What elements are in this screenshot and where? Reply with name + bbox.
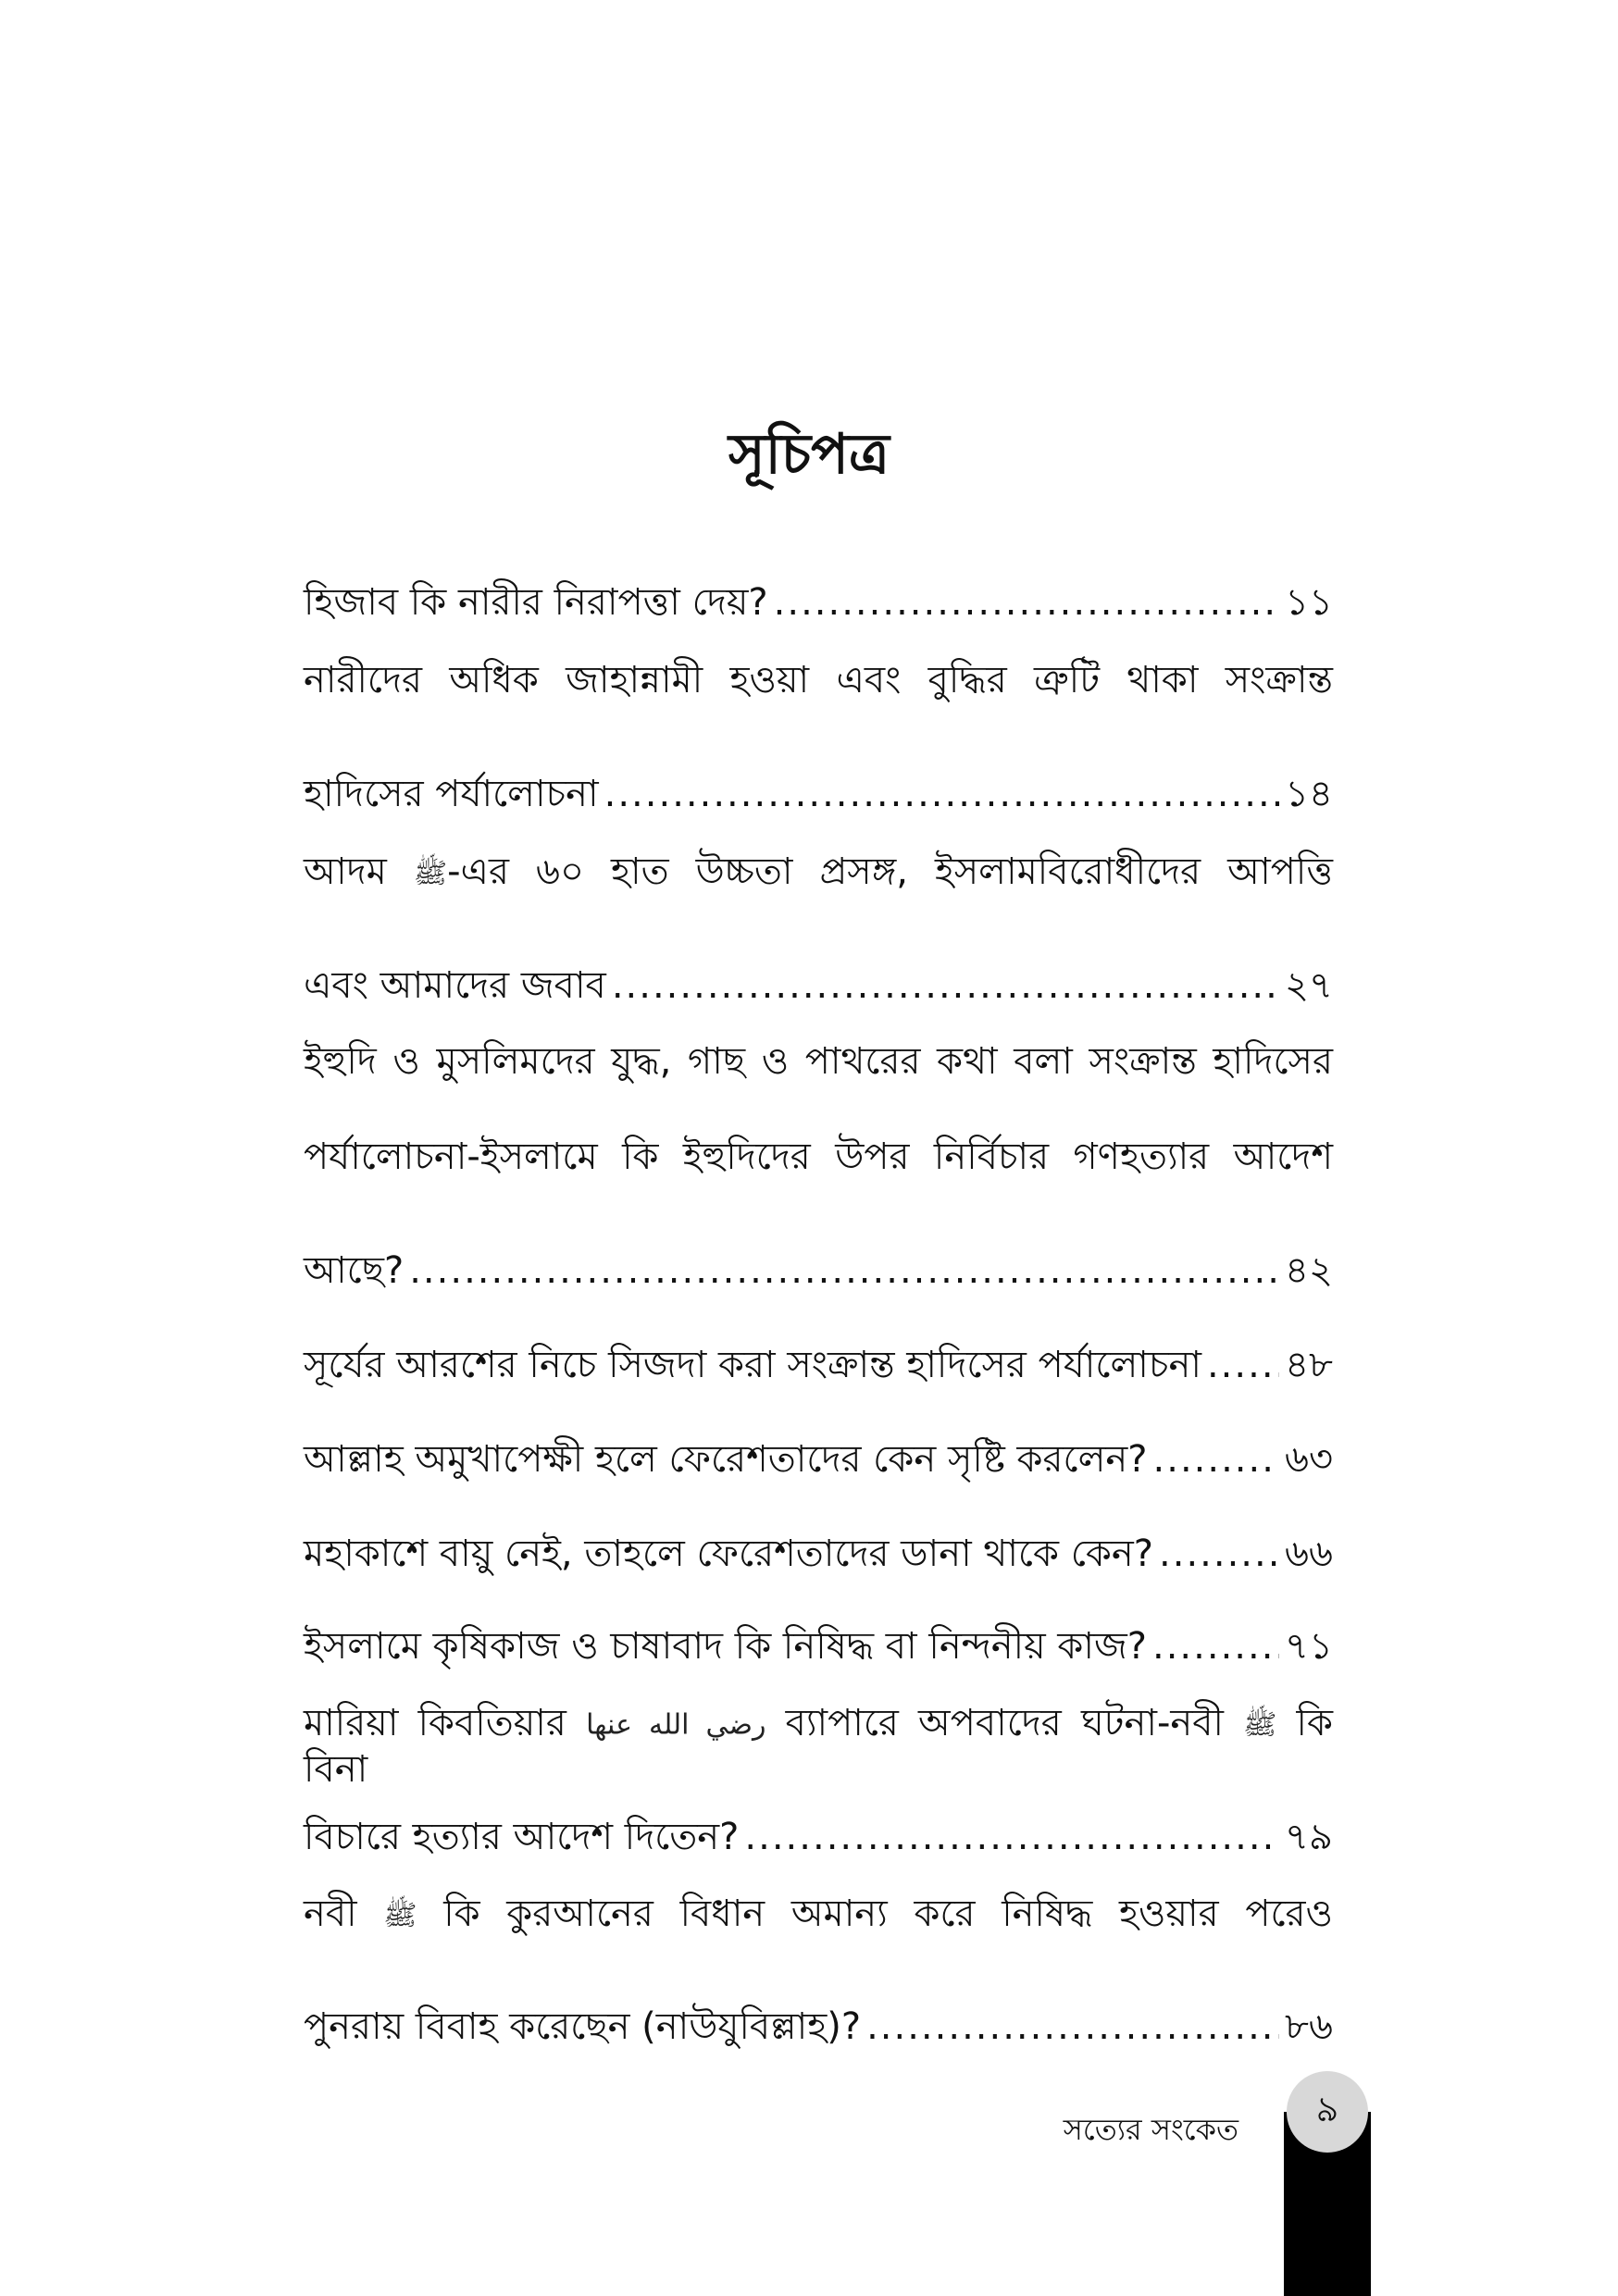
toc-entry-title: পর্যালোচনা-ইসলামে কি ইহুদিদের উপর নির্বিচার গণহত্যার আদেশ: [304, 1136, 1333, 1178]
running-footer-book-title: সত্যের সংকেত: [1063, 2112, 1238, 2147]
toc-entry-page: ৮৬: [1285, 2005, 1333, 2048]
toc-entry-title: এবং আমাদের জবাব: [304, 964, 606, 1007]
toc-entry-continued[interactable]: [304, 752, 1333, 817]
toc-entry[interactable]: [304, 1700, 1333, 1791]
toc-entry-title: আল্লাহ অমুখাপেক্ষী হলে ফেরেশতাদের কেন সৃষ্টি করলেন?: [304, 1438, 1148, 1481]
toc-entry-title: ইসলামে কৃষিকাজ ও চাষাবাদ কি নিষিদ্ধ বা নিন্দনীয় কাজ?: [304, 1625, 1147, 1668]
toc-entry[interactable]: [304, 1512, 1333, 1577]
toc-entry-continued[interactable]: [304, 1134, 1333, 1198]
toc-entry-page: ৬৬: [1284, 1533, 1333, 1575]
honorific-symbol: ﷺ: [383, 1899, 417, 1932]
toc-entry[interactable]: [304, 1891, 1333, 1955]
toc-entry[interactable]: [304, 849, 1333, 913]
toc-entry-title: হিজাব কি নারীর নিরাপত্তা দেয়?: [304, 581, 768, 624]
toc-entry-continued[interactable]: [304, 944, 1333, 1009]
toc-entry-title: ইহুদি ও মুসলিমদের যুদ্ধ, গাছ ও পাথরের কথা বলা সংক্রান্ত হাদিসের: [304, 1040, 1333, 1083]
honorific-symbol: ﷺ: [1243, 1708, 1277, 1742]
honorific-symbol: ﷺ: [413, 857, 448, 890]
dot-leader: [1153, 1436, 1279, 1483]
dot-leader: [604, 771, 1279, 817]
toc-entry[interactable]: [304, 1323, 1333, 1388]
toc-entry[interactable]: [304, 1418, 1333, 1483]
toc-entry-title: সূর্যের আরশের নিচে সিজদা করা সংক্রান্ত হাদিসের পর্যালোচনা: [304, 1344, 1201, 1386]
dot-leader: [409, 1247, 1279, 1294]
toc-entry-page: ৪২: [1285, 1249, 1333, 1292]
dot-leader: [1207, 1342, 1279, 1388]
dot-leader: [866, 2004, 1279, 2050]
toc-entry[interactable]: [304, 1038, 1333, 1103]
toc-entry-title: হাদিসের পর্যালোচনা: [304, 773, 599, 815]
toc-entry-title: মারিয়া কিবতিয়ার رضي الله عنها ব্যাপারে অপবাদের ঘটনা-নবী ﷺ কি বিনা: [304, 1702, 1333, 1791]
table-of-contents: [304, 0, 1333, 2296]
dot-leader: [774, 579, 1279, 626]
toc-entry-title: নারীদের অধিক জাহান্নামী হওয়া এবং বুদ্ধির ত্রুটি থাকা সংক্রান্ত: [304, 659, 1333, 701]
toc-entry-continued[interactable]: [304, 1229, 1333, 1294]
toc-entry[interactable]: [304, 561, 1333, 626]
toc-entry-page: ১৪: [1285, 773, 1333, 815]
toc-entry-page: ৭৯: [1285, 1816, 1333, 1858]
toc-entry-title: আদম ﷺ-এর ৬০ হাত উচ্চতা প্রসঙ্গ, ইসলামবিরোধীদের আপত্তি: [304, 850, 1333, 893]
toc-entry-title: মহাকাশে বায়ু নেই, তাহলে ফেরেশতাদের ডানা থাকে কেন?: [304, 1533, 1154, 1575]
toc-entry[interactable]: [304, 1605, 1333, 1669]
toc-entry-continued[interactable]: [304, 1795, 1333, 1860]
toc-entry-title: নবী ﷺ কি কুরআনের বিধান অমান্য করে নিষিদ্ধ হওয়ার পরেও: [304, 1893, 1333, 1935]
dot-leader: [1152, 1623, 1279, 1669]
toc-entry[interactable]: [304, 657, 1333, 722]
toc-entry-title: আছে?: [304, 1249, 404, 1292]
toc-entry-page: ৭১: [1285, 1625, 1333, 1668]
dot-leader: [1159, 1531, 1279, 1577]
honorific-symbol: رضي الله عنها: [586, 1708, 766, 1742]
toc-entry-page: ২৭: [1284, 964, 1333, 1007]
dot-leader: [612, 962, 1279, 1009]
toc-entry-continued[interactable]: [304, 1985, 1333, 2050]
dot-leader: [744, 1814, 1279, 1860]
toc-entry-title: বিচারে হত্যার আদেশ দিতেন?: [304, 1816, 740, 1858]
toc-entry-page: ৬৩: [1284, 1438, 1333, 1481]
toc-entry-page: ৪৮: [1285, 1344, 1333, 1386]
toc-entry-page: ১১: [1285, 581, 1333, 624]
page-number-badge: ৯: [1287, 2071, 1368, 2153]
toc-entry-title: পুনরায় বিবাহ করেছেন (নাউযুবিল্লাহ)?: [304, 2005, 862, 2048]
page-title: সূচিপত্র: [728, 422, 890, 487]
